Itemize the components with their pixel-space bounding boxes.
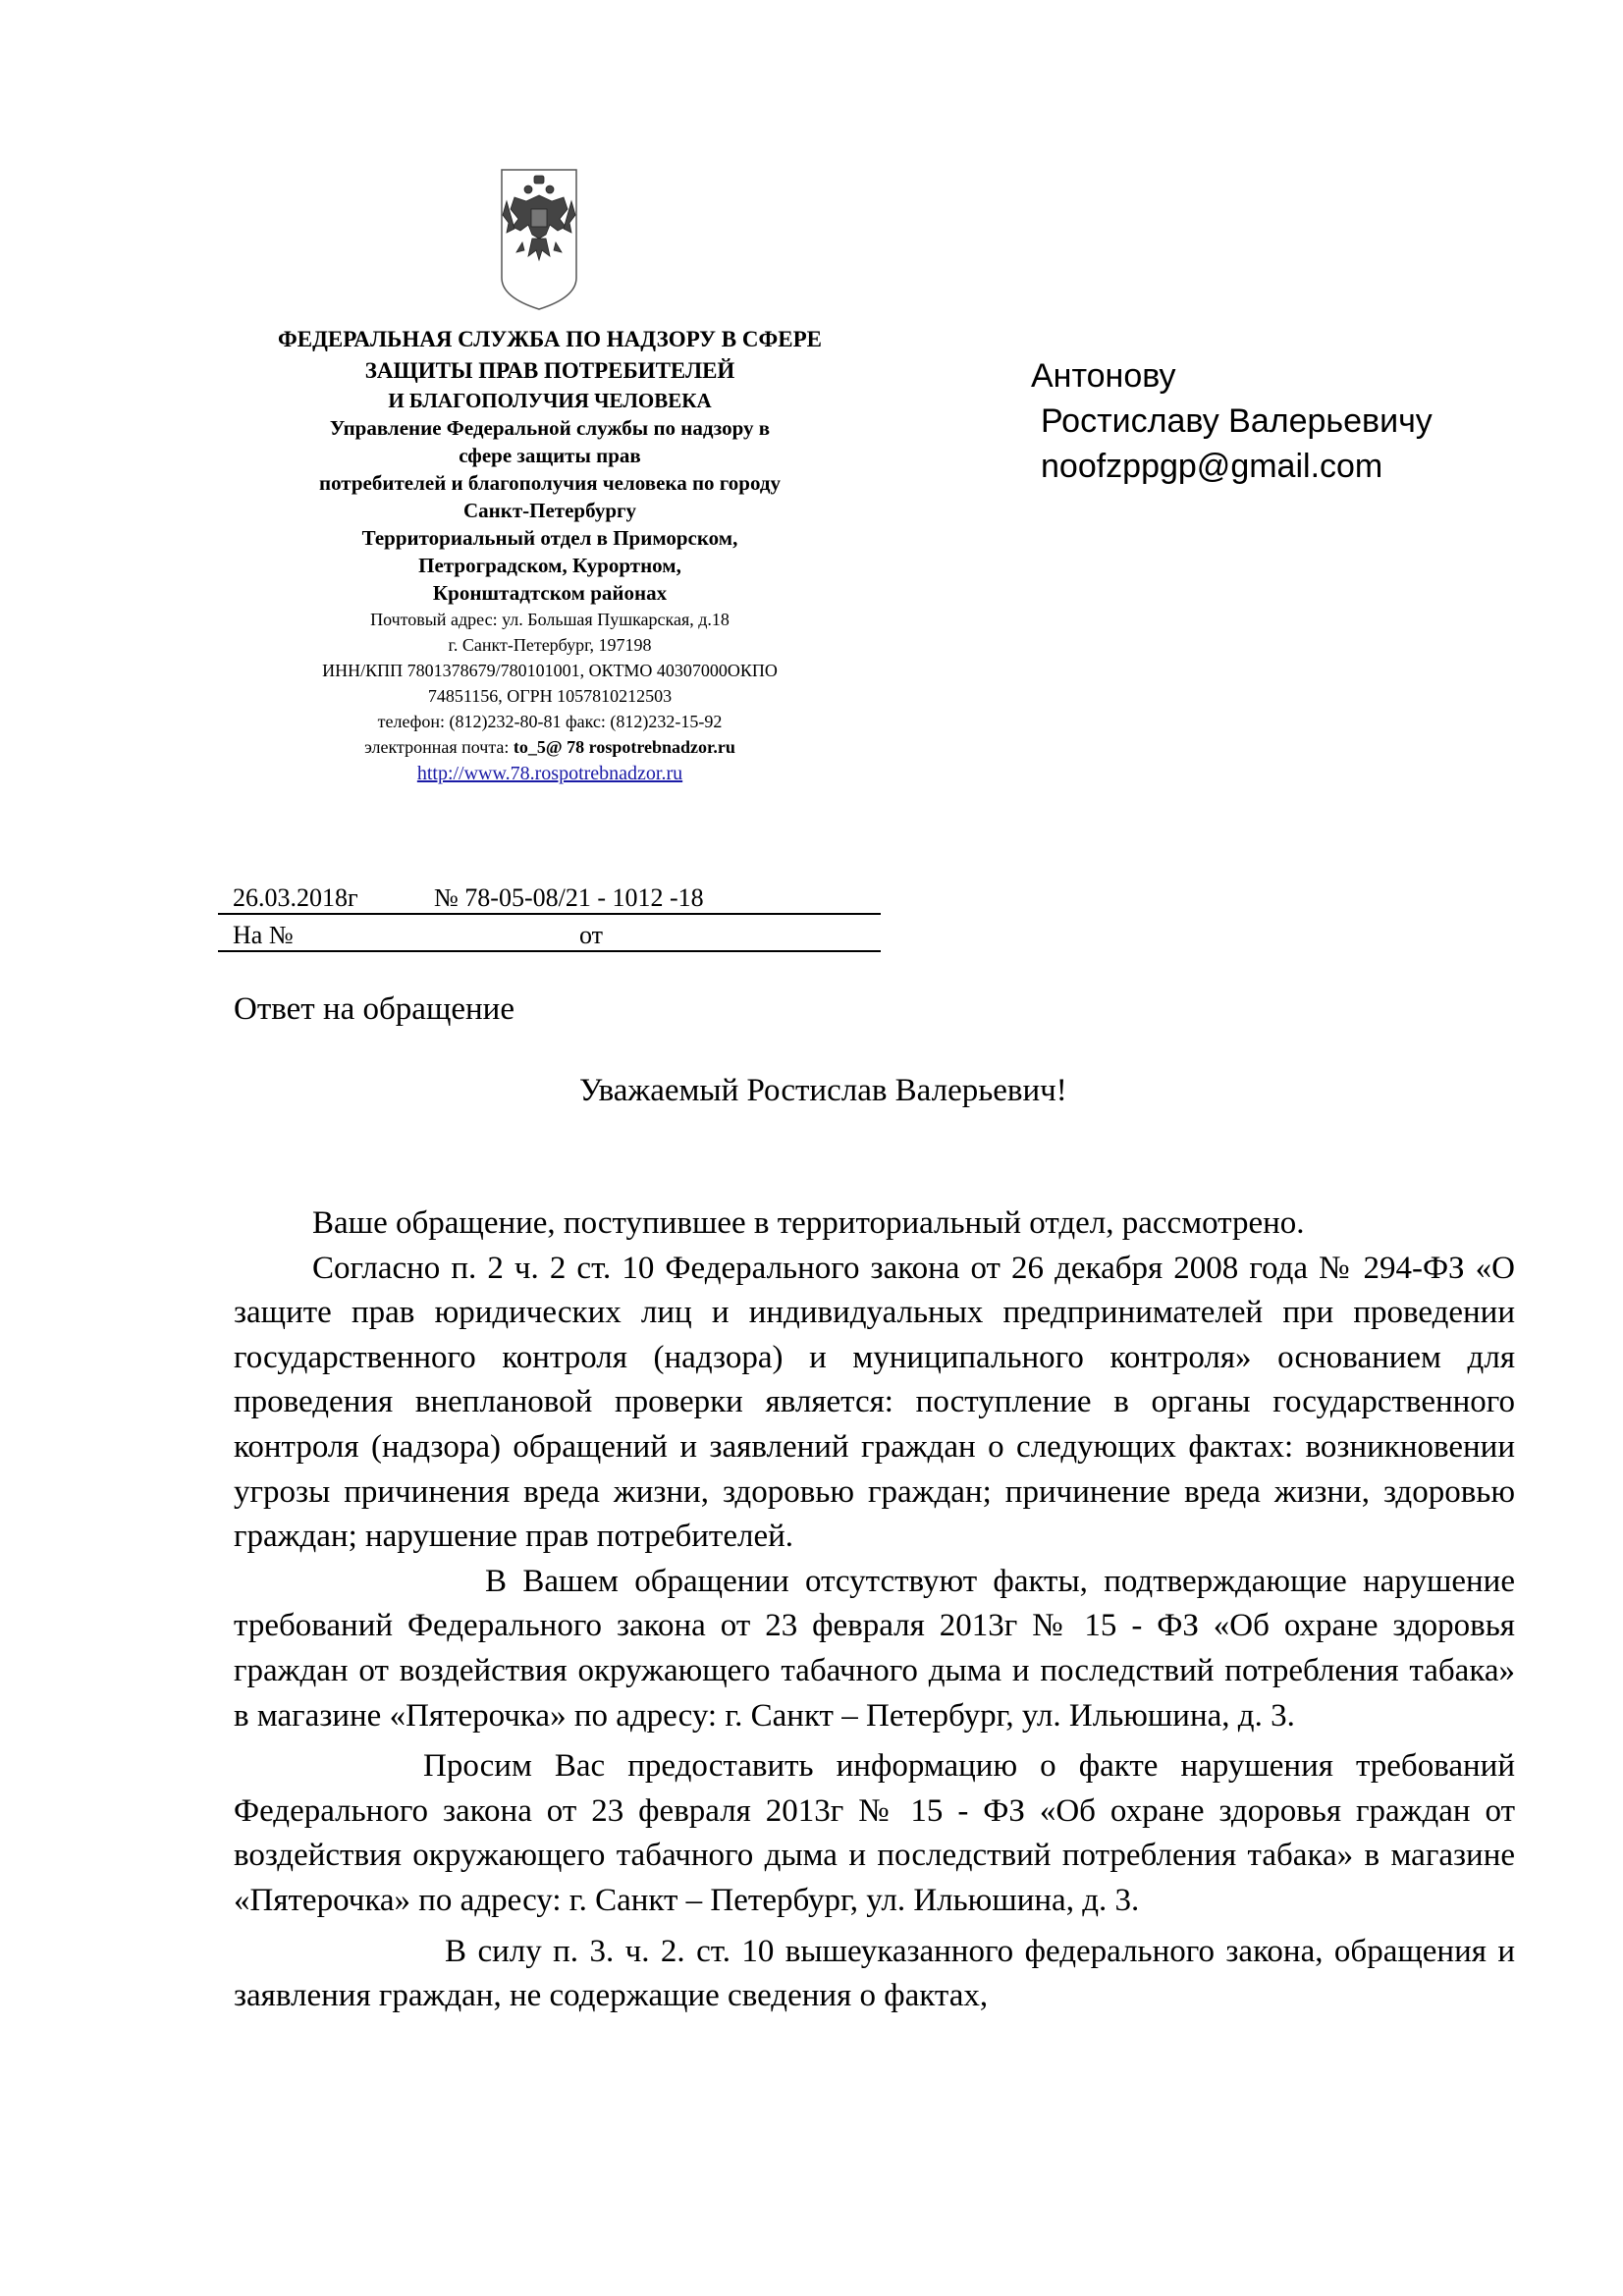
inn-kpp-line: ИНН/КПП 7801378679/780101001, ОКТМО 40307000ОКПО — [322, 661, 778, 680]
website-link[interactable]: http://www.78.rospotrebnadzor.ru — [416, 763, 683, 784]
agency-name-line: И БЛАГОПОЛУЧИЯ ЧЕЛОВЕКА — [388, 389, 712, 412]
body-paragraph: Согласно п. 2 ч. 2 ст. 10 Федерального закона от 26 декабря 2008 года № 294-ФЗ «О защите прав юридических лиц и индивидуальных предпринимателей при проведении государственного контроля (надзора) и муниципального контроля» основанием для проведения внеплановой проверки является: поступление в органы государственного контроля (надзора) обращений и заявлений граждан о следующих фактах: возникновении угрозы причинения вреда жизни, здоровью граждан; причинение вреда жизни, здоровью граждан; нарушение прав потребителей. — [234, 1250, 1515, 1555]
agency-name-line: ЗАЩИТЫ ПРАВ ПОТРЕБИТЕЛЕЙ — [364, 358, 735, 383]
state-emblem-icon — [499, 162, 579, 311]
email-value: to_5@ 78 rospotrebnadzor.ru — [509, 737, 735, 757]
reference-number-label: На № — [233, 921, 294, 949]
department-line: Петроградском, Курортном, — [418, 554, 681, 577]
reference-date-label: от — [579, 921, 604, 949]
addressee-email: noofzppgp@gmail.com — [1041, 448, 1383, 485]
body-paragraph: Просим Вас предоставить информацию о факте нарушения требований Федерального закона от 23 февраля 2013г № 15 - ФЗ «Об охране здоровья граждан от воздействия окружающего табачного дыма и последствий потребления табака» в магазине «Пятерочка» по адресу: г. Санкт – Петербург, ул. Ильюшина, д. 3. — [234, 1748, 1515, 1918]
email-line — [216, 734, 884, 760]
phone-fax: телефон: (812)232-80-81 факс: (812)232-15-92 — [377, 712, 723, 731]
addressee-name: Ростиславу Валерьевичу — [1041, 402, 1433, 440]
ogrn-line: 74851156, ОГРН 1057810212503 — [427, 686, 673, 706]
department-line: Управление Федеральной службы по надзору в — [329, 416, 771, 440]
department-line: потребителей и благополучия человека по городу — [318, 471, 782, 495]
agency-name-line: ФЕДЕРАЛЬНАЯ СЛУЖБА ПО НАДЗОРУ В СФЕРЕ — [278, 327, 822, 351]
letter-greeting: Уважаемый Ростислав Валерьевич! — [579, 1073, 1067, 1108]
letter-subject: Ответ на обращение — [234, 991, 514, 1027]
body-paragraph: Ваше обращение, поступившее в территориальный отдел, рассмотрено. — [312, 1205, 1305, 1241]
body-paragraph: В силу п. 3. ч. 2. ст. 10 вышеуказанного федерального закона, обращения и заявления граждан, не содержащие сведения о фактах, — [234, 1933, 1515, 2014]
outgoing-number: № 78-05-08/21 - 1012 -18 — [434, 883, 704, 912]
department-line: Кронштадтском районах — [432, 581, 668, 605]
outgoing-date: 26.03.2018г — [233, 883, 358, 912]
addressee-block — [1031, 353, 1433, 489]
department-line: Санкт-Петербургу — [462, 499, 637, 522]
postal-address: Почтовый адрес: ул. Большая Пушкарская, д.18 — [370, 610, 730, 629]
department-line: Территориальный отдел в Приморском, — [361, 526, 738, 550]
body-paragraph: В Вашем обращении отсутствуют факты, подтверждающие нарушение требований Федерального закона от 23 февраля 2013г № 15 - ФЗ «Об охране здоровья граждан от воздействия окружающего табачного дыма и последствий потребления табака» в магазине «Пятерочка» по адресу: г. Санкт – Петербург, ул. Ильюшина, д. 3. — [234, 1563, 1515, 1734]
sender-letterhead — [216, 324, 884, 787]
addressee-surname: Антонову — [1031, 357, 1176, 395]
email-label: электронная почта: — [364, 737, 510, 757]
letter-body — [234, 1201, 1515, 2019]
department-line: сфере защиты прав — [459, 444, 641, 467]
city-zip: г. Санкт-Петербург, 197198 — [448, 635, 652, 655]
registration-block — [218, 880, 881, 952]
